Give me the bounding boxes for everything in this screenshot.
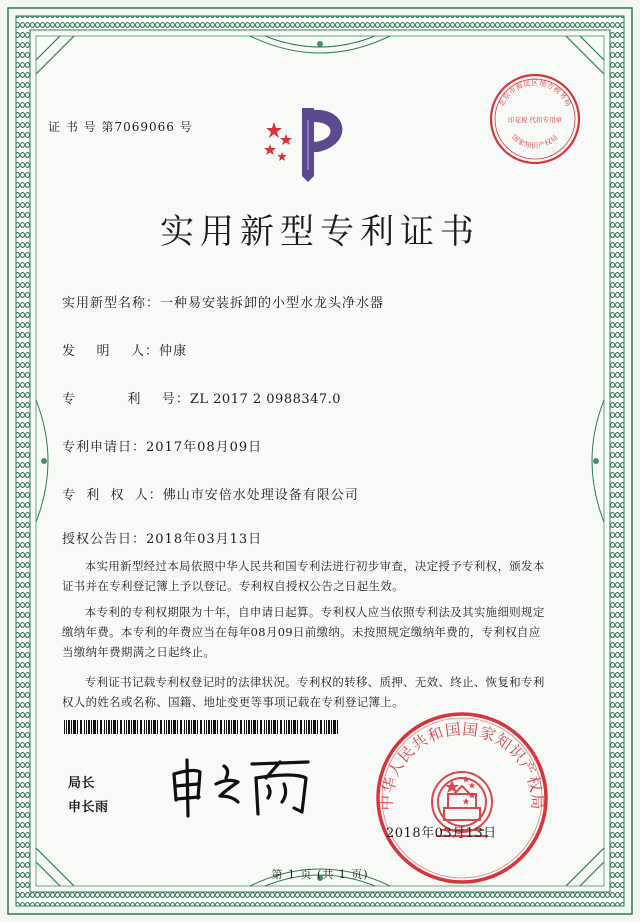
barcode-bar [128, 720, 130, 734]
field-value: 2018年03月13日 [146, 532, 263, 547]
barcode-bar [73, 720, 76, 734]
barcode-bar [166, 720, 167, 734]
barcode-bar [208, 720, 210, 734]
barcode-bar [300, 720, 302, 734]
barcode-bar [251, 720, 252, 734]
barcode-bar [133, 720, 136, 734]
signatory-name: 申长雨 [68, 800, 109, 815]
barcode-bar [88, 720, 90, 734]
field-value: 佛山市安倍水处理设备有限公司 [162, 488, 359, 503]
field-label: 实用新型名称： [62, 296, 161, 311]
barcode-bar [204, 720, 205, 734]
barcode-bar [188, 720, 190, 734]
barcode-bar [160, 720, 162, 734]
barcode-bar [297, 720, 298, 734]
barcode-bar [100, 720, 102, 734]
barcode-bar [66, 720, 67, 734]
barcode-bar [293, 720, 296, 734]
barcode-bar [266, 720, 267, 734]
barcode-bar [231, 720, 232, 734]
tax-stamp-icon [488, 72, 582, 166]
barcode-bar [211, 720, 212, 734]
barcode-icon [64, 720, 342, 734]
barcode-bar [273, 720, 276, 734]
barcode-bar [253, 720, 256, 734]
patent-office-logo-icon [258, 100, 358, 182]
barcode-bar [268, 720, 270, 734]
barcode-bar [146, 720, 147, 734]
body-paragraph: 本实用新型经过本局依照中华人民共和国专利法进行初步审查，决定授予专利权，颁发本证书并在专利登记簿上予以登记。专利权自授权公告之日起生效。 [62, 559, 545, 593]
body-paragraph: 专利证书记载专利权登记时的法律状况。专利权的转移、质押、无效、终止、恢复和专利权人的姓名或名称、国籍、地址变更等事项记载在专利登记簿上。 [62, 675, 545, 709]
field-value: 仲康 [159, 344, 188, 359]
official-seal-icon [374, 710, 550, 886]
stamp-bottom-arc-text: 国家知识产权局 [510, 133, 560, 150]
body-paragraph: 本专利的专利权期限为十年，自申请日起算。专利权人应当依照专利法及其实施细则规定缴纳年费。本专利的年费应当在每年08月09日前缴纳。未按照规定缴纳年费的，专利权自应当缴纳年费期满之日起终止。 [62, 605, 545, 659]
barcode-bar [224, 720, 225, 734]
field-patent-number [62, 388, 341, 407]
barcode-bar [184, 720, 185, 734]
barcode-bar [137, 720, 138, 734]
barcode-bar [120, 720, 122, 734]
barcode-bar [148, 720, 150, 734]
barcode-bar [180, 720, 182, 734]
barcode-bar [171, 720, 172, 734]
certificate-number: 证 书 号 第7069066 号 [48, 120, 193, 134]
barcode-bar [124, 720, 125, 734]
barcode-bar [173, 720, 176, 734]
barcode-bar [126, 720, 127, 734]
barcode-bar [111, 720, 112, 734]
barcode-bar [333, 720, 336, 734]
barcode-bar [213, 720, 216, 734]
barcode-bar [93, 720, 96, 734]
svg-text:国家知识产权局 [510, 132, 560, 149]
barcode-bar [193, 720, 196, 734]
document-title: 实用新型专利证书 [160, 212, 480, 252]
barcode-bar [317, 720, 318, 734]
barcode-bar [91, 720, 92, 734]
svg-text:中华人民共和国国家知识产权局 [378, 720, 546, 810]
barcode-bar [237, 720, 238, 734]
field-label: 专 利 权 人： [62, 488, 163, 503]
barcode-bar [168, 720, 170, 734]
barcode-bar [313, 720, 316, 734]
barcode-bar [260, 720, 262, 734]
barcode-bar [191, 720, 192, 734]
field-grant-date [62, 528, 262, 547]
field-filing-date [62, 436, 262, 455]
barcode-bar [68, 720, 70, 734]
barcode-bar [248, 720, 250, 734]
barcode-bar [291, 720, 292, 734]
barcode-bar [271, 720, 272, 734]
field-value: ZL 2017 2 0988347.0 [189, 392, 342, 407]
field-utility-model-name [62, 292, 384, 311]
barcode-bar [131, 720, 132, 734]
field-label: 发 明 人： [62, 344, 160, 359]
barcode-bar [264, 720, 265, 734]
barcode-bar [244, 720, 245, 734]
barcode-bar [226, 720, 227, 734]
barcode-bar [84, 720, 85, 734]
barcode-bar [157, 720, 158, 734]
barcode-bar [206, 720, 207, 734]
barcode-bar [177, 720, 178, 734]
barcode-bar [108, 720, 110, 734]
field-label: 授权公告日： [62, 532, 147, 547]
barcode-bar [106, 720, 107, 734]
barcode-bar [104, 720, 105, 734]
barcode-bar [233, 720, 236, 734]
barcode-bar [80, 720, 82, 734]
barcode-bar [328, 720, 330, 734]
barcode-bar [220, 720, 222, 734]
signing-date: 2018年03月13日 [386, 826, 497, 841]
barcode-bar [144, 720, 145, 734]
barcode-bar [280, 720, 282, 734]
barcode-bar [86, 720, 87, 734]
barcode-bar [97, 720, 98, 734]
barcode-bar [217, 720, 218, 734]
signatory-title: 局长 [68, 776, 96, 791]
barcode-bar [164, 720, 165, 734]
barcode-bar [200, 720, 202, 734]
barcode-bar [331, 720, 332, 734]
barcode-bar [257, 720, 258, 734]
stamp-top-arc-text: 北京市海淀区地方税务局 [497, 79, 573, 108]
barcode-bar [140, 720, 142, 734]
field-value: 一种易安装拆卸的小型水龙头净水器 [160, 296, 385, 311]
barcode-bar [113, 720, 116, 734]
barcode-bar [337, 720, 338, 734]
barcode-bar [228, 720, 230, 734]
field-inventor [62, 340, 187, 359]
barcode-bar [304, 720, 305, 734]
barcode-bar [308, 720, 310, 734]
certificate-body [62, 556, 548, 712]
barcode-bar [186, 720, 187, 734]
barcode-bar [71, 720, 72, 734]
handwritten-signature-icon [168, 756, 314, 818]
stamp-inner-text: 印花税 代扣专用章 [507, 116, 563, 124]
page-number: 第 1 页 (共 1 页) [271, 868, 369, 881]
field-label: 专 利 号： [62, 392, 190, 407]
seal-arc-text: 中华人民共和国国家知识产权局 [377, 720, 547, 811]
barcode-bar [117, 720, 118, 734]
barcode-bar [286, 720, 287, 734]
field-value: 2017年08月09日 [146, 440, 263, 455]
barcode-bar [326, 720, 327, 734]
barcode-bar [246, 720, 247, 734]
barcode-bar [311, 720, 312, 734]
barcode-bar [288, 720, 290, 734]
barcode-bar [77, 720, 78, 734]
barcode-bar [153, 720, 156, 734]
field-patentee [62, 484, 359, 503]
barcode-bar [320, 720, 322, 734]
barcode-bar [151, 720, 152, 734]
barcode-bar [284, 720, 285, 734]
barcode-bar [240, 720, 242, 734]
barcode-bar [197, 720, 198, 734]
barcode-bar [306, 720, 307, 734]
field-label: 专利申请日： [62, 440, 147, 455]
barcode-bar [324, 720, 325, 734]
barcode-bar [64, 720, 65, 734]
barcode-bar [277, 720, 278, 734]
